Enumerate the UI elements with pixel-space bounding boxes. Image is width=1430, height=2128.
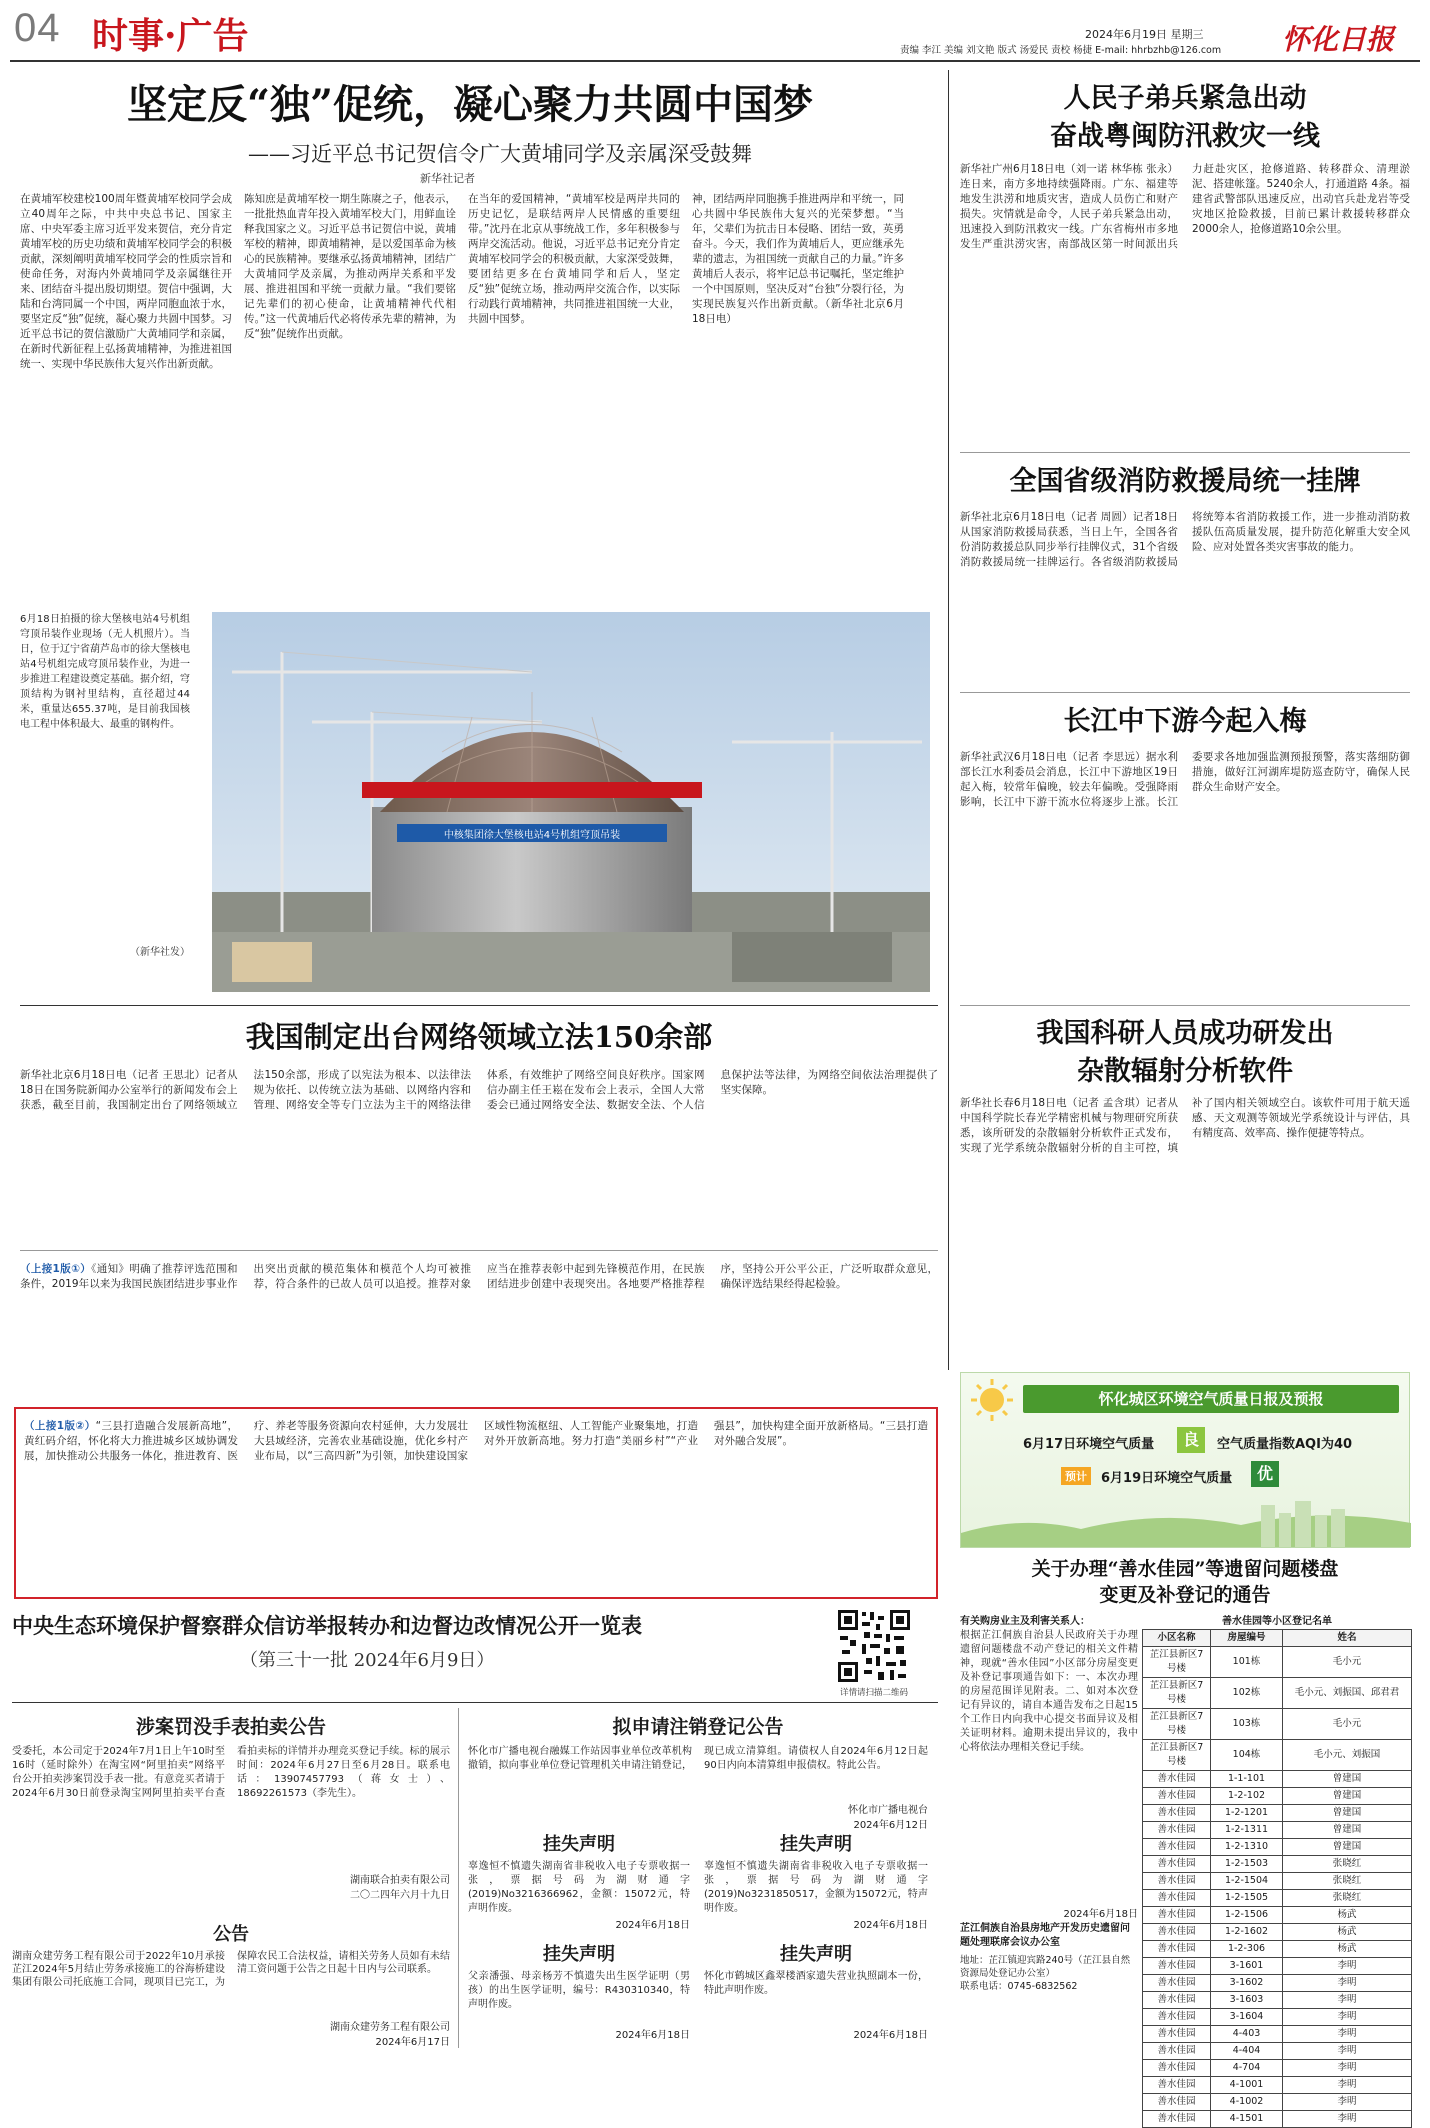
notice-table-row [1143, 1958, 1412, 1975]
cell-name: 张晓红 [1283, 1856, 1412, 1873]
ad-lost-2 [704, 1830, 928, 1930]
cell-community: 芷江县新区7号楼 [1143, 1647, 1211, 1678]
notice-table-row [1143, 1890, 1412, 1907]
right-story-3: 新华社武汉6月18日电（记者 李思远）据水利部长江水利委员会消息，长江中下游地区19日起入梅，较常年偏晚，较去年偏晚。受强降雨影响，长江中下游干流水位将逐步上涨。长江委要求各地加强监测预报预警，落实落细防御措施，做好江河湖库堤防巡查防守，确保人民群众生命财产安全。 [960, 751, 1410, 808]
skyline-illustration [961, 1495, 1411, 1547]
jump-continuation-2 [24, 1419, 928, 1587]
cell-unit: 3-1604 [1211, 2009, 1283, 2026]
cell-community: 善水佳园 [1143, 2077, 1211, 2094]
notice-address: 地址：芷江镇迎宾路240号（芷江县自然资源局处登记办公室） [960, 1955, 1131, 1979]
ad-lost-4-title: 挂失声明 [780, 1944, 852, 1965]
divider-mid [20, 1250, 938, 1251]
cell-name: 曾建国 [1283, 1805, 1412, 1822]
ad-auction [12, 1712, 450, 1912]
ad-dereg-title: 拟申请注销登记公告 [612, 1716, 784, 1738]
notice-table-row [1143, 2026, 1412, 2043]
mid-headline-2-line-1: 我国科研人员成功研发出 [1036, 1018, 1334, 1049]
cell-unit: 1-2-1201 [1211, 1805, 1283, 1822]
cell-name: 毛小元、刘振国 [1283, 1740, 1412, 1771]
photo-illustration [212, 612, 930, 992]
cell-community: 芷江县新区7号楼 [1143, 1740, 1211, 1771]
cell-unit: 102栋 [1211, 1678, 1283, 1709]
cell-name: 李明 [1283, 2060, 1412, 2077]
ad-lost-1-title: 挂失声明 [543, 1834, 615, 1855]
notice-title [960, 1556, 1410, 1608]
qr-code-icon [836, 1608, 912, 1684]
ad-lost-3 [468, 1940, 690, 2045]
cell-community: 善水佳园 [1143, 2043, 1211, 2060]
mid-story-2: 新华社长春6月18日电（记者 孟含琪）记者从中国科学院长春光学精密机械与物理研究所获悉，该所研发的杂散辐射分析软件正式发布，实现了光学系统杂散辐射分析的自主可控，填补了国内相关领域空白。该软件可用于航天遥感、天文观测等领域光学系统设计与评估，具有精度高、效率高、操作便捷等特点。 [960, 1097, 1410, 1154]
ad-lost-2-text: 辜逸恒不慎遗失湖南省非税收入电子专票收据一张，票据号码为湖财通字(2019)No3231850517，金额为15072元，特声明作废。 [704, 1861, 928, 1914]
cell-community: 善水佳园 [1143, 1873, 1211, 1890]
aqi-forecast-grade: 优 [1251, 1461, 1279, 1487]
notice-table-row [1143, 1771, 1412, 1788]
notice-table-title: 善水佳园等小区登记名单 [1222, 1616, 1332, 1627]
notice-table-row [1143, 1941, 1412, 1958]
cell-unit: 1-2-102 [1211, 1788, 1283, 1805]
cell-unit: 1-2-1506 [1211, 1907, 1283, 1924]
jump-continuation-1 [20, 1262, 938, 1394]
cell-unit: 4-1501 [1211, 2111, 1283, 2128]
ad-lost-1-date: 2024年6月18日 [615, 1920, 690, 1931]
ad-lost-2-date: 2024年6月18日 [853, 1920, 928, 1931]
ad-deregistration [468, 1712, 928, 1831]
cell-unit: 4-1002 [1211, 2094, 1283, 2111]
ad-lost-4-text: 怀化市鹤城区鑫翠楼酒家遗失营业执照副本一份，特此声明作废。 [704, 1971, 928, 1996]
notice-phone: 联系电话：0745-6832562 [960, 1981, 1078, 1992]
cell-unit: 104栋 [1211, 1740, 1283, 1771]
notice-intro-head: 有关购房业主及利害关系人： [960, 1616, 1090, 1627]
cell-community: 善水佳园 [1143, 2094, 1211, 2111]
notice-table-row [1143, 1975, 1412, 1992]
divider-right-1 [960, 452, 1410, 453]
notice-table-row [1143, 1856, 1412, 1873]
ad-auction-date: 二〇二四年六月十九日 [350, 1890, 450, 1901]
ad-auction-sign: 湖南联合拍卖有限公司 [350, 1875, 450, 1886]
cell-unit: 1-2-306 [1211, 1941, 1283, 1958]
cell-unit: 1-2-1310 [1211, 1839, 1283, 1856]
notice-date: 2024年6月18日 [1063, 1909, 1138, 1920]
notice-table-row [1143, 2043, 1412, 2060]
notice-table [1142, 1629, 1412, 2128]
right-story-1: 新华社广州6月18日电（刘一诺 林华栋 张永）连日来，南方多地持续强降雨。广东、福建等地发生洪涝和地质灾害，造成人员伤亡和财产损失。灾情就是命令，人民子弟兵紧急出动，迅速投入到防汛救灾一线。广东省梅州市多地发生严重洪涝灾害，南部战区第一时间派出兵力赶赴灾区，抢修道路、转移群众、清理淤泥、搭建帐篷。5240余人，打通道路 4条。福建省武警部队迅速反应，出动官兵赴龙岩等受灾地区抢险救援，目前已累计救援转移群众2000余人，抢修道路10余公里。 [960, 163, 1410, 250]
col-header-name: 姓名 [1283, 1630, 1412, 1647]
right-headline-1-line-1: 人民子弟兵紧急出动 [1063, 83, 1307, 114]
cell-community: 善水佳园 [1143, 1924, 1211, 1941]
notice-table-row [1143, 2094, 1412, 2111]
notice-table-row [1143, 1873, 1412, 1890]
cell-community: 善水佳园 [1143, 1890, 1211, 1907]
jump-continuation-box [14, 1407, 938, 1599]
jump-label-2: （上接1版②） [24, 1420, 96, 1432]
lead-column-3: 在当年的爱国精神，“黄埔军校是两岸共同的历史记忆，是联结两岸人民情感的重要纽带。”沈丹在北京从事统战工作，多年积极参与两岸交流活动。他说，习近平总书记充分肯定黄埔军校同学会的积极贡献，大家深受鼓舞，要团结更多在台黄埔同学和后人，坚定反“独”促统立场，推动两岸交流合作，以实际行动践行黄埔精神，共同推进祖国统一大业，共圆中国梦。 [468, 193, 680, 325]
notice-table-row [1143, 1709, 1412, 1740]
inspection-title: 中央生态环境保护督察群众信访举报转办和边督边改情况公开一览表 [12, 1613, 642, 1638]
divider-ads-top [12, 1702, 938, 1703]
cell-community: 芷江县新区7号楼 [1143, 1709, 1211, 1740]
notice-intro: 根据芷江侗族自治县人民政府关于办理遗留问题楼盘不动产登记的相关文件精神，现就“善水佳园”小区部分房屋变更及补登记事项通告如下：一、本次办理的房屋范围详见附表。二、如对本次登记有异议的，请自本通告发布之日起15个工作日内向我中心提交书面异议及相关证明材料。逾期未提出异议的，我中心将依法办理相关登记手续。 [960, 1630, 1138, 1753]
right-headline-1-line-2: 奋战粤闽防汛救灾一线 [1050, 121, 1320, 152]
cell-name: 曾建国 [1283, 1788, 1412, 1805]
cell-unit: 1-2-1505 [1211, 1890, 1283, 1907]
cell-name: 李明 [1283, 2009, 1412, 2026]
lead-byline: 新华社记者 [420, 172, 475, 185]
photo-caption: 6月18日拍摄的徐大堡核电站4号机组穹顶吊装作业现场（无人机照片）。当日，位于辽宁省葫芦岛市的徐大堡核电站4号机组完成穹顶吊装作业，为进一步推进工程建设奠定基础。据介绍，穹顶结构为钢衬里结构，直径超过44米，重量达655.37吨，是目前我国核电工程中体积最大、最重的钢构件。 [20, 614, 190, 730]
cell-unit: 4-704 [1211, 2060, 1283, 2077]
ad-lost-4 [704, 1940, 928, 2045]
notice-table-row [1143, 1647, 1412, 1678]
notice-table-row [1143, 2077, 1412, 2094]
cell-name: 李明 [1283, 1958, 1412, 1975]
cell-unit: 1-2-1503 [1211, 1856, 1283, 1873]
notice-table-row [1143, 2009, 1412, 2026]
cell-community: 芷江县新区7号楼 [1143, 1678, 1211, 1709]
notice-table-row [1143, 2060, 1412, 2077]
qr-code[interactable] [836, 1608, 912, 1684]
notice-table-row [1143, 1907, 1412, 1924]
masthead [0, 0, 1430, 62]
cell-community: 善水佳园 [1143, 1771, 1211, 1788]
inspection-subtitle: （第三十一批 2024年6月9日） [240, 1650, 495, 1671]
right-headline-1 [960, 80, 1410, 156]
cell-unit: 1-2-1311 [1211, 1822, 1283, 1839]
qr-caption: 详情请扫描二维码 [839, 1688, 908, 1698]
cell-community: 善水佳园 [1143, 1958, 1211, 1975]
jump-text-1: 《通知》明确了推荐评选范围和条件，2019年以来为我国民族团结进步事业作出突出贡献的模范集体和模范个人均可被推荐，符合条件的已故人员可以追授。推荐对象应当在推荐表彰中起到先锋模范作用，在民族团结进步创建中表现突出。各地要严格推荐程序，坚持公开公平公正，广泛听取群众意见，确保评选结果经得起检验。 [20, 1263, 938, 1290]
lead-subtitle: ——习近平总书记贺信令广大黄埔同学及亲属深受鼓舞 [248, 142, 752, 166]
cell-name: 毛小元 [1283, 1647, 1412, 1678]
cell-name: 李明 [1283, 2043, 1412, 2060]
cell-name: 毛小元 [1283, 1709, 1412, 1740]
notice-table-row [1143, 1822, 1412, 1839]
cell-name: 李明 [1283, 2077, 1412, 2094]
photo-credit: （新华社发） [130, 947, 190, 958]
cell-name: 李明 [1283, 2094, 1412, 2111]
cell-community: 善水佳园 [1143, 1839, 1211, 1856]
cell-name: 李明 [1283, 2111, 1412, 2128]
cell-name: 李明 [1283, 1975, 1412, 1992]
cell-community: 善水佳园 [1143, 1856, 1211, 1873]
editor-credits: 责编 李江 美编 刘文艳 版式 汤爱民 责校 杨捷 E-mail: hhrbzhb@126.com [900, 45, 1222, 56]
notice-table-wrap [1142, 1612, 1412, 2128]
cell-name: 杨武 [1283, 1924, 1412, 1941]
notice-left [960, 1612, 1138, 2042]
notice-table-header [1143, 1630, 1412, 1647]
ad-dereg-sign: 怀化市广播电视台 [848, 1805, 928, 1816]
cell-name: 曾建国 [1283, 1771, 1412, 1788]
vertical-divider [948, 70, 949, 1370]
notice-table-row [1143, 1788, 1412, 1805]
notice-table-row [1143, 1992, 1412, 2009]
ad-lost-3-title: 挂失声明 [543, 1944, 615, 1965]
cell-community: 善水佳园 [1143, 1822, 1211, 1839]
jump-label-1: （上接1版①） [20, 1263, 92, 1275]
col-header-unit: 房屋编号 [1211, 1630, 1283, 1647]
ad-labor-text: 湖南众建劳务工程有限公司于2022年10月承接芷江2024年5月结止劳务承接施工的谷海桥建设集团有限公司托底施工合同，现项目已完工，为保障农民工合法权益，请相关劳务人员如有未结清工资问题于公告之日起十日内与公司联系。 [12, 1951, 450, 1988]
cell-unit: 1-2-1602 [1211, 1924, 1283, 1941]
cell-community: 善水佳园 [1143, 1992, 1211, 2009]
section-title: 时事·广告 [92, 15, 249, 57]
aqi-panel [960, 1372, 1410, 1548]
sun-icon [969, 1377, 1015, 1423]
divider-lead-bottom [20, 1005, 938, 1006]
notice-table-row [1143, 1740, 1412, 1771]
aqi-banner: 怀化城区环境空气质量日报及预报 [1023, 1385, 1399, 1413]
cell-community: 善水佳园 [1143, 1805, 1211, 1822]
cell-name: 杨武 [1283, 1941, 1412, 1958]
ad-lost-1 [468, 1830, 690, 1930]
cell-name: 曾建国 [1283, 1839, 1412, 1856]
mid-story-1: 新华社北京6月18日电（记者 王思北）记者从18日在国务院新闻办公室举行的新闻发布会上获悉，截至目前，我国制定出台了网络领域立法150余部，形成了以宪法为根本、以法律法规为依托、以传统立法为基础、以网络内容和管理、网络安全等专门立法为主干的网络法律体系，有效维护了网络空间良好秩序。国家网信办副主任王崧在发布会上表示，全国人大常委会已通过网络安全法、数据安全法、个人信息保护法等法律，为网络空间依法治理提供了坚实保障。 [20, 1069, 938, 1111]
cell-unit: 1-1-101 [1211, 1771, 1283, 1788]
photo-caption-block [20, 612, 190, 977]
notice-title-line-1: 关于办理“善水佳园”等遗留问题楼盘 [1031, 1558, 1339, 1580]
cell-unit: 103栋 [1211, 1709, 1283, 1740]
newspaper-logo: 怀化日报 [1282, 23, 1395, 56]
cell-unit: 4-403 [1211, 2026, 1283, 2043]
photo-banner: 中核集团徐大堡核电站4号机组穹顶吊装 [443, 830, 621, 841]
aqi-today-index: 空气质量指数AQI为40 [1217, 1437, 1353, 1452]
notice-table-row [1143, 2111, 1412, 2128]
lead-headline: 坚定反“独”促统，凝心聚力共圆中国梦 [126, 81, 813, 128]
ad-labor-notice [12, 1920, 450, 2048]
cell-name: 毛小元、刘振国、邱君君 [1283, 1678, 1412, 1709]
cell-unit: 4-404 [1211, 2043, 1283, 2060]
cell-name: 张晓红 [1283, 1873, 1412, 1890]
right-headline-2: 全国省级消防救援局统一挂牌 [1009, 466, 1361, 497]
ad-labor-title: 公告 [213, 1924, 249, 1945]
aqi-forecast-tag: 预计 [1061, 1467, 1091, 1485]
aqi-today-grade: 良 [1177, 1427, 1205, 1453]
notice-table-row [1143, 1839, 1412, 1856]
ad-auction-title: 涉案罚没手表拍卖公告 [135, 1716, 326, 1738]
notice-title-line-2: 变更及补登记的通告 [1099, 1584, 1271, 1606]
notice-table-row [1143, 1924, 1412, 1941]
notice-table-row [1143, 1805, 1412, 1822]
ad-lost-2-title: 挂失声明 [780, 1834, 852, 1855]
masthead-rule [10, 60, 1420, 62]
cell-community: 善水佳园 [1143, 1975, 1211, 1992]
ad-lost-3-date: 2024年6月18日 [615, 2030, 690, 2041]
ad-dereg-date: 2024年6月12日 [853, 1820, 928, 1831]
right-story-2: 新华社北京6月18日电（记者 周圆）记者18日从国家消防救援局获悉，当日上午，全国各省份消防救援总队同步举行挂牌仪式，31个省级消防救援局统一挂牌运行。各省级消防救援局将统筹本省消防救援工作，进一步推动消防救援队伍高质量发展，提升防范化解重大安全风险、应对处置各类灾害事故的能力。 [960, 511, 1410, 568]
cell-name: 李明 [1283, 2026, 1412, 2043]
aqi-forecast-label: 6月19日环境空气质量 [1101, 1471, 1233, 1486]
cell-unit: 3-1602 [1211, 1975, 1283, 1992]
page-number: 04 [14, 6, 61, 50]
cell-name: 杨武 [1283, 1907, 1412, 1924]
mid-headline-2 [960, 1015, 1410, 1091]
cell-name: 曾建国 [1283, 1822, 1412, 1839]
col-header-community: 小区名称 [1143, 1630, 1211, 1647]
cell-unit: 101栋 [1211, 1647, 1283, 1678]
ad-lost-3-text: 父亲潘强、母亲杨芳不慎遗失出生医学证明（男孩）的出生医学证明，编号：R430310340，特声明作废。 [468, 1971, 690, 2010]
ad-lost-1-text: 辜逸恒不慎遗失湖南省非税收入电子专票收据一张，票据号码为湖财通字(2019)No3216366962，金额：15072元，特声明作废。 [468, 1861, 690, 1914]
ad-lost-4-date: 2024年6月18日 [853, 2030, 928, 2041]
cell-unit: 4-1001 [1211, 2077, 1283, 2094]
nuclear-plant-photo [212, 612, 930, 992]
cell-unit: 1-2-1504 [1211, 1873, 1283, 1890]
jump-text-2: “三县打造融合发展新高地”，黄红码介绍，怀化将大力推进城乡区域协调发展，加快推动公共服务一体化，推进教育、医疗、养老等服务资源向农村延伸，大力发展壮大县域经济，完善农业基础设施，优化乡村产业布局，以“三高四新”为引领，加快建设国家区域性物流枢纽、人工智能产业聚集地，打造对外开放新高地。努力打造“美丽乡村”“产业强县”，加快构建全面开放新格局。“三县打造对外融合发展”。 [24, 1420, 928, 1462]
cell-community: 善水佳园 [1143, 2026, 1211, 2043]
cell-unit: 3-1603 [1211, 1992, 1283, 2009]
ad-labor-sign: 湖南众建劳务工程有限公司 [330, 2022, 450, 2033]
notice-signer: 芷江侗族自治县房地产开发历史遗留问题处理联席会议办公室 [960, 1923, 1130, 1948]
lead-column-2: 陈知庶是黄埔军校一期生陈赓之子，他表示，一批批热血青年投入黄埔军校大门，用鲜血诠释我国家之义。习近平总书记贺信中说，黄埔军校的精神，即黄埔精神，是以爱国革命为核心的民族精神。要继承弘扬黄埔精神，团结广大黄埔同学及亲属，为推动两岸关系和平发展、推进祖国和平统一贡献力量。“我们要铭记先辈们的初心使命，让黄埔精神代代相传。”这一代黄埔后代必将传承先辈的精神，为反“独”促统作出贡献。 [244, 193, 456, 340]
cell-community: 善水佳园 [1143, 2009, 1211, 2026]
divider-ads-vertical [458, 1708, 459, 2048]
cell-community: 善水佳园 [1143, 1788, 1211, 1805]
ad-auction-text: 受委托，本公司定于2024年7月1日上午10时至16时（延时除外）在淘宝网“阿里拍卖”网络平台公开拍卖涉案罚没手表一批。有意竞买者请于2024年6月30日前登录淘宝网阿里拍卖平台查看拍卖标的详情并办理竞买登记手续。标的展示时间：2024年6月27日至6月28日。联系电话：13907457793（蒋女士）、18692261573（李先生）。 [12, 1746, 450, 1799]
divider-right-3 [960, 1005, 1410, 1006]
cell-community: 善水佳园 [1143, 2111, 1211, 2128]
lead-column-4: 神，团结两岸同胞携手推进两岸和平统一，同心共圆中华民族伟大复兴的光荣梦想。“当年，父辈们为抗击日本侵略、团结一致，英勇奋斗。今天，我们作为黄埔后人，更应继承先辈的遗志，为祖国统一贡献自己的力量。”许多黄埔后人表示，将牢记总书记嘱托，坚定维护一个中国原则，坚决反对“台独”分裂行径，为实现民族复兴作出新贡献。（新华社北京6月18日电） [692, 193, 904, 325]
mid-headline-2-line-2: 杂散辐射分析软件 [1077, 1056, 1293, 1087]
lead-column-1: 在黄埔军校建校100周年暨黄埔军校同学会成立40周年之际，中共中央总书记、国家主席、中央军委主席习近平发来贺信，充分肯定黄埔军校的历史功绩和黄埔军校同学会的积极贡献，深刻阐明黄埔军校同学会的性质宗旨和使命任务，对海内外黄埔同学及亲属继往开来、团结奋斗提出殷切期望。贺信中强调，大陆和台湾同属一个中国，两岸同胞血浓于水，要坚定反“独”促统，凝心聚力共圆中国梦。习近平总书记的贺信激励广大黄埔同学和亲属，在新时代新征程上弘扬黄埔精神，为推进祖国统一、实现中华民族伟大复兴作出新贡献。 [20, 193, 232, 370]
cell-name: 李明 [1283, 1992, 1412, 2009]
mid-headline-1: 我国制定出台网络领域立法150余部 [245, 1020, 713, 1054]
cell-community: 善水佳园 [1143, 1907, 1211, 1924]
divider-right-2 [960, 692, 1410, 693]
notice-table-row [1143, 1678, 1412, 1709]
cell-unit: 3-1601 [1211, 1958, 1283, 1975]
right-headline-3: 长江中下游今起入梅 [1063, 706, 1307, 737]
cell-community: 善水佳园 [1143, 2060, 1211, 2077]
ad-labor-date: 2024年6月17日 [375, 2037, 450, 2048]
cell-community: 善水佳园 [1143, 1941, 1211, 1958]
issue-date: 2024年6月19日 星期三 [1085, 28, 1204, 41]
cell-name: 张晓红 [1283, 1890, 1412, 1907]
aqi-today-label: 6月17日环境空气质量 [1023, 1437, 1155, 1452]
ad-dereg-text: 怀化市广播电视台融媒工作站因事业单位改革机构撤销，拟向事业单位登记管理机关申请注销登记，现已成立清算组。请债权人自2024年6月12日起90日内向本清算组申报债权。特此公告。 [468, 1746, 928, 1771]
